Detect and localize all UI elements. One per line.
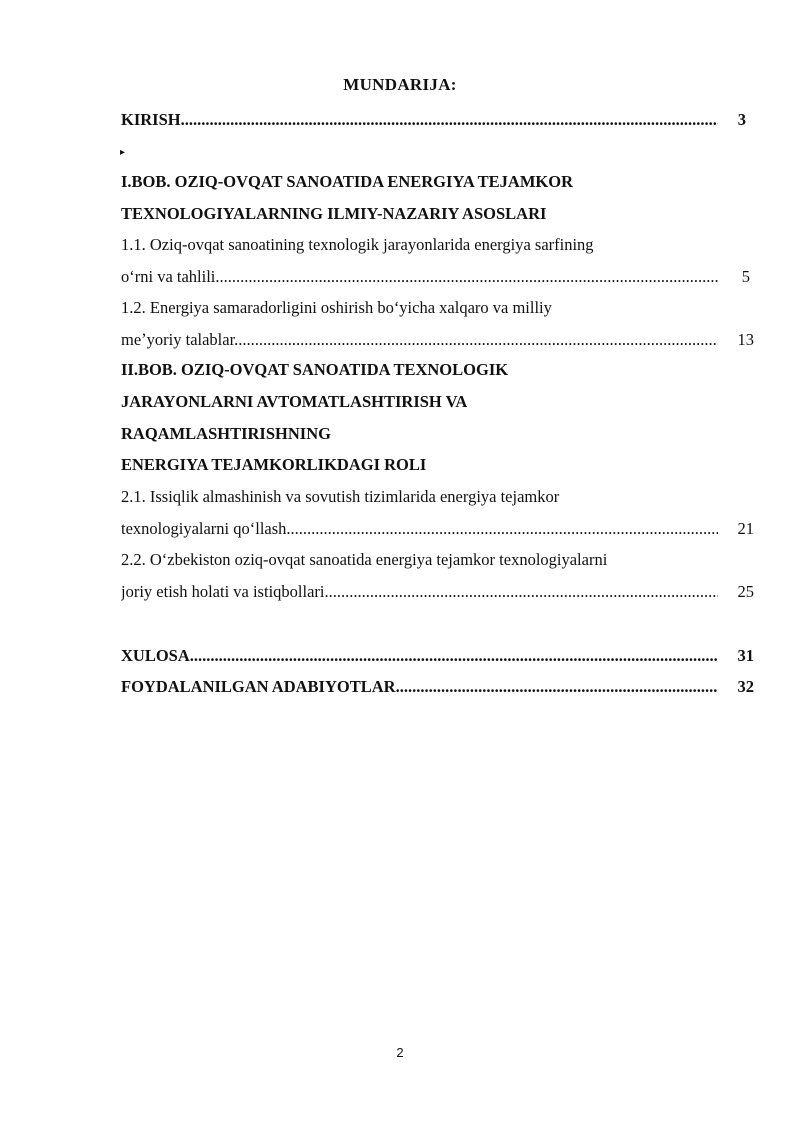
toc-entry-xulosa[interactable] <box>121 646 718 666</box>
toc-entry-2-1-line-1[interactable]: 2.1. Issiqlik almashinish va sovutish tizimlarida energiya tejamkor <box>121 487 560 506</box>
toc-entry-label: meʼyoriy talablar <box>121 330 235 349</box>
toc-entry-1-2-line-1[interactable]: 1.2. Energiya samaradorligini oshirish boʻyicha xalqaro va milliy <box>121 298 552 317</box>
toc-entry-label: texnologiyalarni qoʻllash <box>121 519 287 538</box>
toc-entry-label: FOYDALANILGAN ADABIYOTLAR <box>121 677 396 696</box>
chapter-heading-2-line-1[interactable]: II.BOB. OZIQ-OVQAT SANOATIDA TEXNOLOGIK <box>121 360 509 379</box>
toc-title: MUNDARIJA: <box>343 75 457 94</box>
toc-entry-label: KIRISH <box>121 110 181 129</box>
toc-page-number: 5 <box>741 267 750 286</box>
toc-entry-2-2-line-1[interactable]: 2.2. Oʻzbekiston oziq-ovqat sanoatida energiya tejamkor texnologiyalarni <box>121 550 608 569</box>
toc-page-number: 3 <box>737 110 746 129</box>
chapter-heading-2-line-3[interactable]: RAQAMLASHTIRISHNING <box>121 424 331 443</box>
toc-page-number: 32 <box>737 677 754 696</box>
chapter-heading-2-line-2[interactable]: JARAYONLARNI AVTOMATLASHTIRISH VA <box>121 392 468 411</box>
toc-entry-label: oʻrni va tahlili <box>121 267 216 286</box>
toc-entry-2-1[interactable] <box>121 519 718 539</box>
toc-entry-1-1[interactable] <box>121 267 718 287</box>
toc-page-number: 25 <box>737 582 754 601</box>
toc-entry-1-2[interactable] <box>121 330 718 350</box>
toc-entry-1-1-line-1[interactable]: 1.1. Oziq-ovqat sanoatining texnologik jarayonlarida energiya sarfining <box>121 235 594 254</box>
toc-page-number: 21 <box>737 519 754 538</box>
chapter-heading-1-line-2[interactable]: TEXNOLOGIYALARNING ILMIY-NAZARIY ASOSLARI <box>121 204 547 223</box>
toc-entry-label: joriy etish holati va istiqbollari <box>121 582 325 601</box>
toc-entry-2-2[interactable] <box>121 582 718 602</box>
chapter-heading-2-line-4[interactable]: ENERGIYA TEJAMKORLIKDAGI ROLI <box>121 455 427 474</box>
page-number: 2 <box>396 1045 404 1060</box>
bullet-marker: ▸ <box>120 147 126 158</box>
toc-page-number: 13 <box>737 330 754 349</box>
toc-page-number: 31 <box>737 646 754 665</box>
toc-entry-label: XULOSA <box>121 646 190 665</box>
toc-entry-kirish[interactable] <box>121 110 718 130</box>
toc-entry-foydalanilgan-adabiyotlar[interactable] <box>121 677 718 697</box>
chapter-heading-1-line-1[interactable]: I.BOB. OZIQ-OVQAT SANOATIDA ENERGIYA TEJAMKOR <box>121 172 574 191</box>
